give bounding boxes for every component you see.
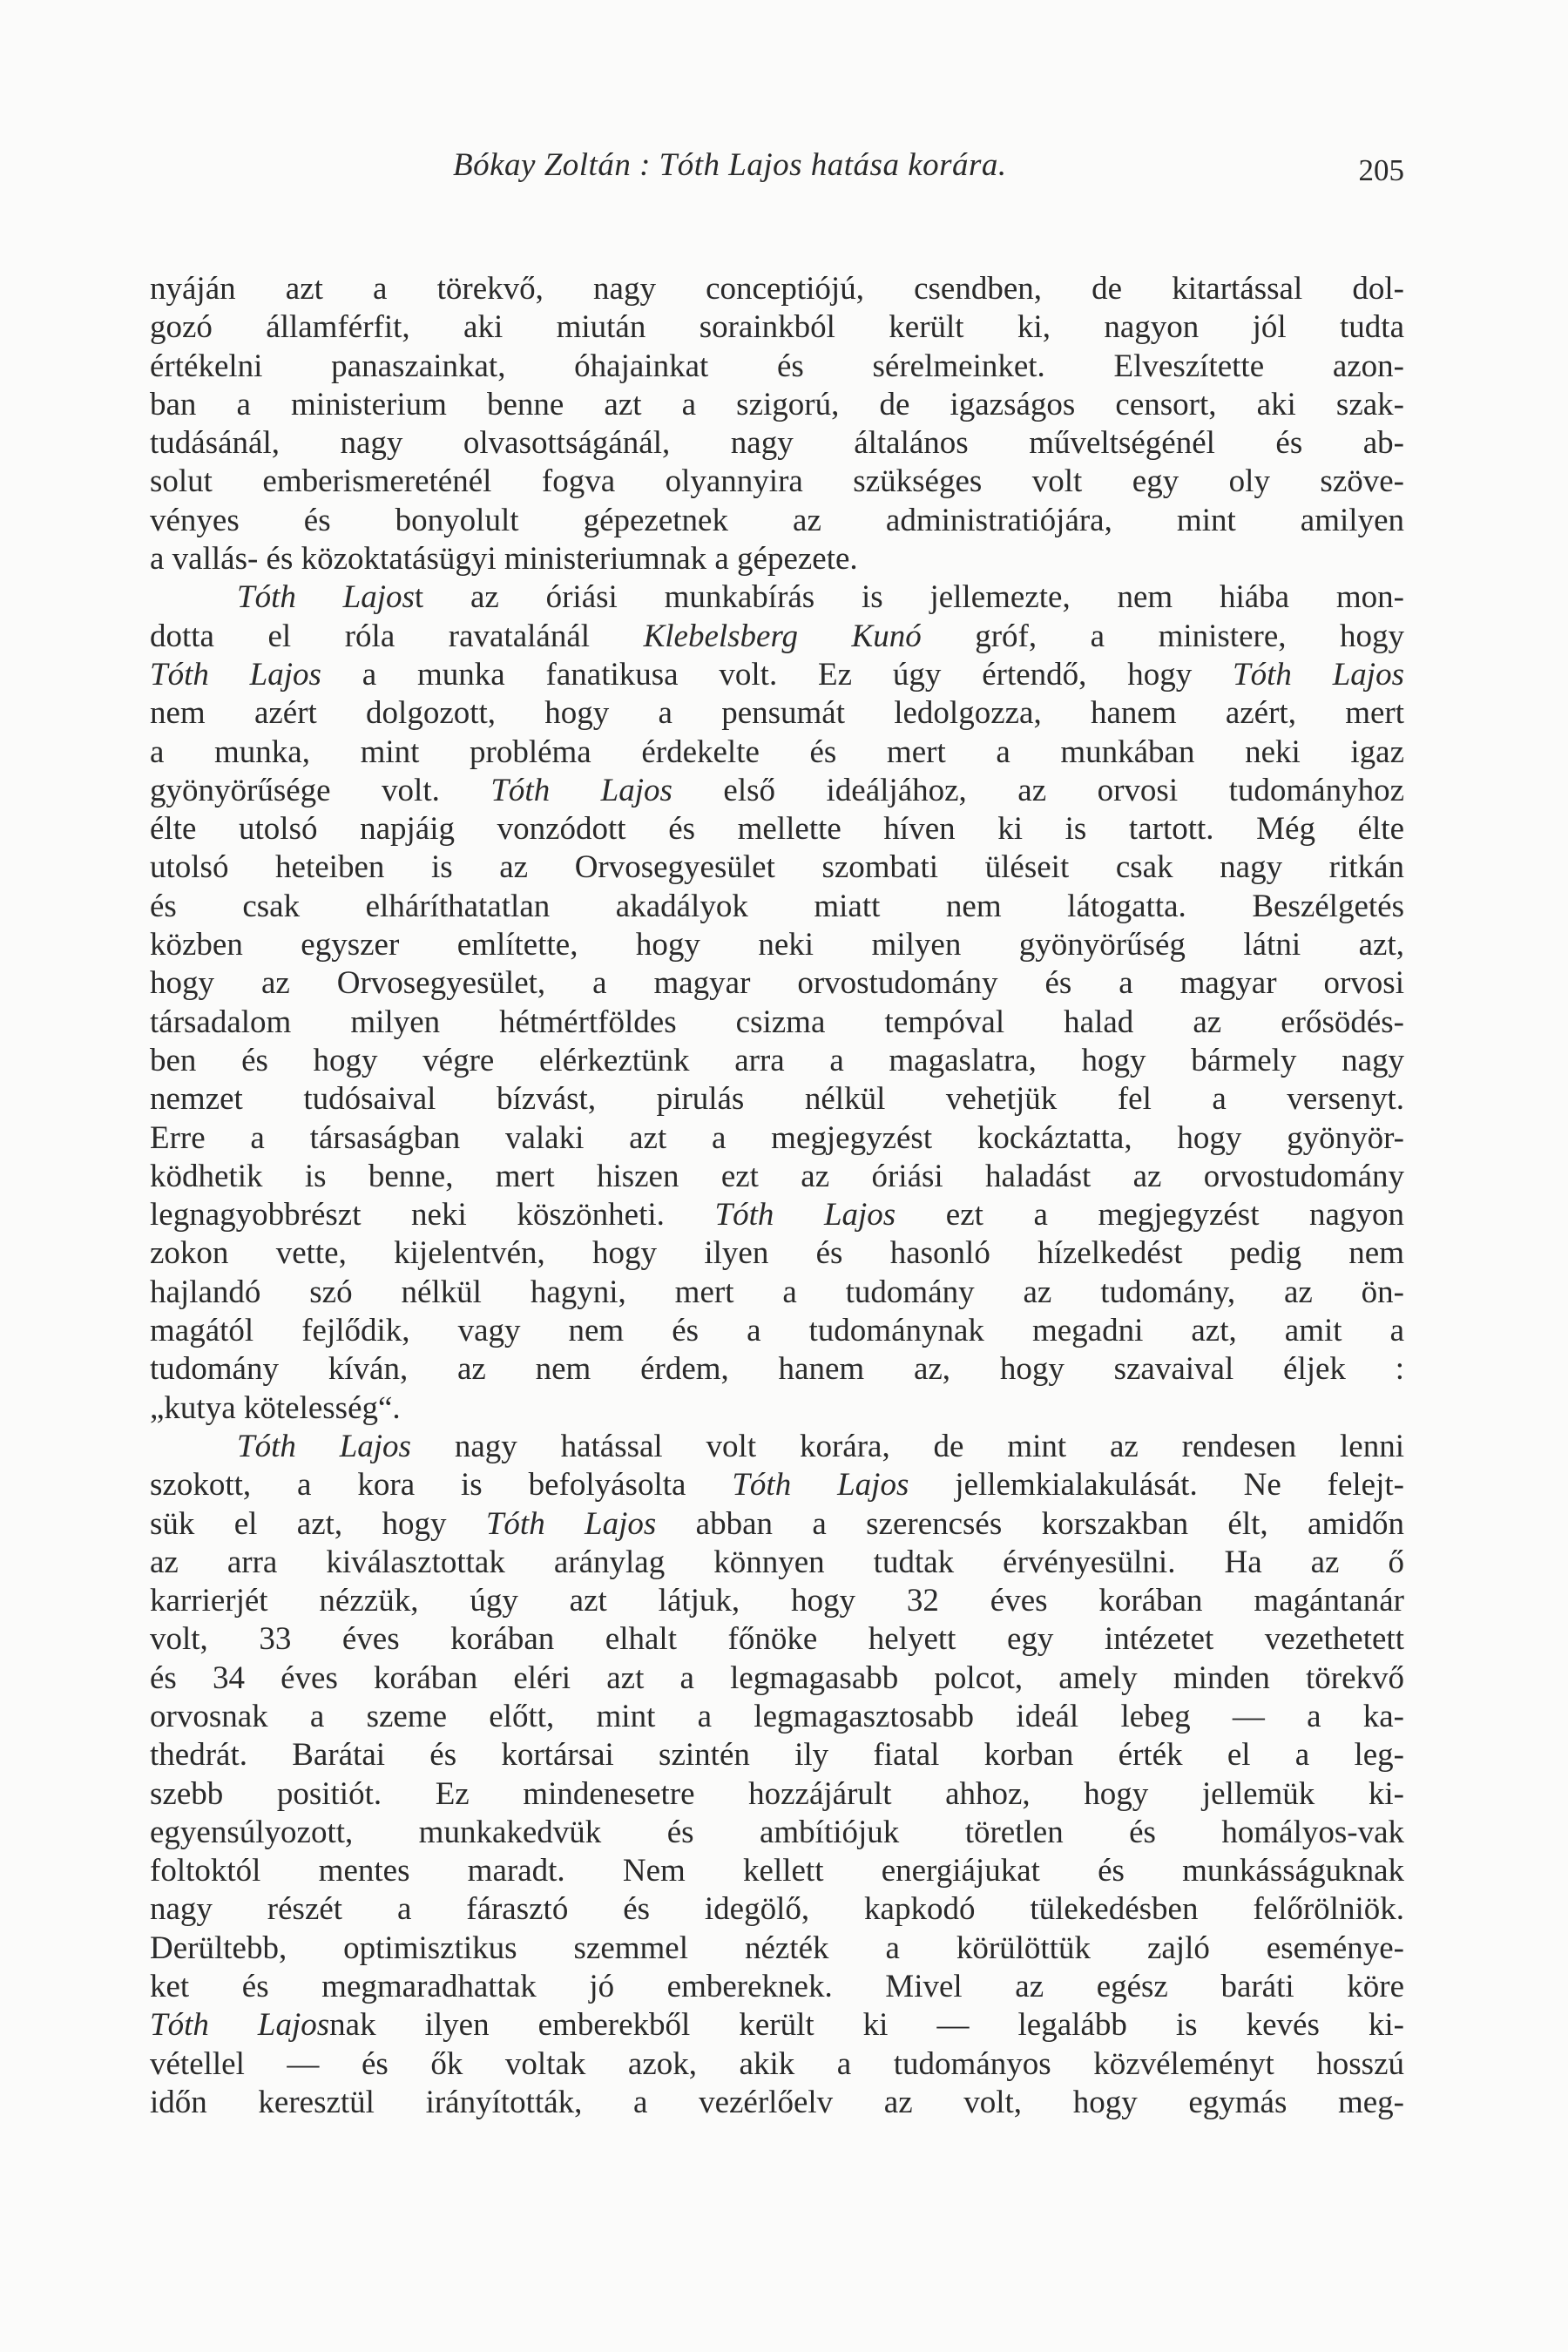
text-segment: tudásánál, nagy olvasottságánál, nagy általános műveltségénél és ab- (150, 425, 1404, 462)
text-segment: szebb positiót. Ez mindenesetre hozzájárult ahhoz, hogy jellemük ki- (150, 1775, 1404, 1812)
text-segment: gozó államférfit, aki miután sorainkból került ki, nagyon jól tudta (150, 309, 1404, 346)
text-segment: szokott, a kora is befolyásolta (150, 1467, 733, 1504)
text-segment: utolsó heteiben is az Orvosegyesület szombati üléseit csak nagy ritkán (150, 849, 1404, 886)
text-segment: első ideáljához, az orvosi tudományhoz (672, 772, 1404, 808)
text-segment: nem azért dolgozott, hogy a pensumát ledolgozza, hanem azért, mert (150, 695, 1404, 732)
italic-name: Tóth Lajos (237, 579, 415, 616)
text-segment: „kutya kötelesség“. (150, 1389, 401, 1426)
text-line (150, 463, 1404, 501)
text-segment: a munka, mint probléma érdekelte és mert a munkában neki igaz (150, 733, 1404, 770)
text-segment: orvosnak a szeme előtt, mint a legmagasztosabb ideál lebeg — a ka- (150, 1698, 1404, 1734)
text-line (150, 618, 1404, 656)
text-line (150, 1736, 1404, 1774)
text-segment: gróf, a ministere, hogy (921, 618, 1405, 654)
text-segment: Derültebb, optimisztikus szemmel nézték a körülöttük zajló eseménye- (150, 1930, 1404, 1966)
text-segment: hajlandó szó nélkül hagyni, mert a tudomány az tudomány, az ön- (150, 1274, 1404, 1310)
text-line (150, 694, 1404, 733)
text-line (150, 733, 1404, 772)
text-line (150, 1698, 1404, 1736)
text-line (150, 1234, 1404, 1273)
text-line (150, 1775, 1404, 1814)
page-header (150, 146, 1404, 199)
text-line (150, 1158, 1404, 1196)
text-segment: dotta el róla ravatalánál (150, 618, 644, 654)
text-segment: ezt a megjegyzést nagyon (896, 1197, 1404, 1233)
text-line (150, 578, 1404, 617)
text-line (150, 926, 1404, 964)
text-segment: legnagyobbrészt neki köszönheti. (150, 1197, 715, 1233)
text-segment: időn keresztül irányították, a vezérlőelv az volt, hogy egymás meg- (150, 2084, 1404, 2120)
text-line (150, 502, 1404, 540)
text-line (150, 1042, 1404, 1080)
text-segment: nemzet tudósaival bízvást, pirulás nélkül vehetjük fel a versenyt. (150, 1081, 1404, 1118)
text-line (150, 1890, 1404, 1929)
italic-name: Tóth Lajos (150, 656, 321, 693)
italic-name: Tóth Lajos (485, 1505, 657, 1542)
text-line (150, 1428, 1404, 1466)
text-segment: abban a szerencsés korszakban élt, amidőn (656, 1505, 1404, 1542)
text-segment: gyönyörűsége volt. (150, 772, 491, 808)
text-segment: értékelni panaszainkat, óhajainkat és sérelmeinket. Elveszítette azon- (150, 348, 1404, 384)
text-segment: jellemkialakulását. Ne felejt- (909, 1467, 1404, 1504)
text-line (150, 964, 1404, 1003)
text-segment: ben és hogy végre elérkeztünk arra a magaslatra, hogy bármely nagy (150, 1042, 1404, 1078)
text-line (150, 1274, 1404, 1312)
text-segment: és 34 éves korában eléri azt a legmagasabb polcot, amely minden törekvő (150, 1659, 1404, 1696)
text-segment: hogy az Orvosegyesület, a magyar orvostudomány és a magyar orvosi (150, 965, 1404, 1002)
text-line (150, 1814, 1404, 1852)
text-line (150, 540, 1404, 578)
text-segment: magától fejlődik, vagy nem és a tudománynak megadni azt, amit a (150, 1313, 1404, 1349)
text-line (150, 386, 1404, 424)
text-line (150, 1659, 1404, 1698)
text-line (150, 348, 1404, 386)
text-line (150, 656, 1404, 694)
text-segment: élte utolsó napjáig vonzódott és mellette híven ki is tartott. Még élte (150, 811, 1404, 848)
italic-name: Tóth Lajos (150, 2007, 330, 2044)
text-line (150, 1196, 1404, 1234)
text-segment: vényes és bonyolult gépezetnek az administratiójára, mint amilyen (150, 502, 1404, 538)
text-line (150, 2006, 1404, 2044)
text-line (150, 1466, 1404, 1504)
text-segment: társadalom milyen hétmértföldes csizma tempóval halad az erősödés- (150, 1004, 1404, 1040)
italic-name: Tóth Lajos (732, 1467, 909, 1504)
text-segment: foltoktól mentes maradt. Nem kellett energiájukat és munkásságuknak (150, 1853, 1404, 1889)
text-segment: nyáján azt a törekvő, nagy conceptiójú, csendben, de kitartással dol- (150, 271, 1404, 307)
text-segment: a vallás- és közoktatásügyi ministeriumnak a gépezete. (150, 541, 858, 578)
text-line (150, 1968, 1404, 2006)
text-line (150, 1620, 1404, 1659)
text-segment: nak ilyen emberekből került ki — legalább is kevés ki- (329, 2007, 1404, 2044)
italic-name: Tóth Lajos (490, 772, 672, 808)
italic-name: Tóth Lajos (237, 1428, 411, 1464)
page-number: 205 (1358, 153, 1404, 187)
text-line (150, 2045, 1404, 2084)
text-line (150, 1582, 1404, 1620)
text-segment: ket és megmaradhattak jó embereknek. Mivel az egész baráti köre (150, 1969, 1404, 2005)
text-line (150, 1312, 1404, 1350)
italic-name: Tóth Lajos (714, 1197, 896, 1233)
text-segment: az arra kiválasztottak aránylag könnyen tudtak érvényesülni. Ha az ő (150, 1544, 1404, 1580)
text-segment: thedrát. Barátai és kortársai szintén ily fiatal korban érték el a leg- (150, 1737, 1404, 1774)
text-segment: ban a ministerium benne azt a szigorú, de igazságos censort, aki szak- (150, 386, 1404, 422)
text-line (150, 1004, 1404, 1042)
text-line (150, 772, 1404, 810)
text-segment: vétellel — és ők voltak azok, akik a tudományos közvéleményt hosszú (150, 2045, 1404, 2082)
text-segment: karrierjét nézzük, úgy azt látjuk, hogy 32 éves korában magántanár (150, 1583, 1404, 1619)
text-segment: sük el azt, hogy (150, 1505, 486, 1542)
text-line (150, 424, 1404, 463)
body-text (150, 270, 1404, 2122)
text-line (150, 1350, 1404, 1389)
running-title: Bókay Zoltán : Tóth Lajos hatása korára. (453, 147, 1007, 183)
italic-name: Klebelsberg Kunó (643, 618, 922, 654)
text-line (150, 1544, 1404, 1582)
text-segment: zokon vette, kijelentvén, hogy ilyen és hasonló hízelkedést pedig nem (150, 1235, 1404, 1272)
text-line (150, 848, 1404, 887)
text-line (150, 810, 1404, 848)
text-line (150, 2084, 1404, 2122)
text-segment: ködhetik is benne, mert hiszen ezt az óriási haladást az orvostudomány (150, 1158, 1404, 1194)
text-segment: közben egyszer említette, hogy neki milyen gyönyörűség látni azt, (150, 927, 1404, 963)
text-segment: és csak elháríthatatlan akadályok miatt nem látogatta. Beszélgetés (150, 888, 1404, 924)
text-segment: t az óriási munkabírás is jellemezte, nem hiába mon- (414, 579, 1404, 616)
text-segment: egyensúlyozott, munkakedvük és ambítiójuk töretlen és homályos-vak (150, 1814, 1404, 1850)
text-segment: nagy részét a fárasztó és idegölő, kapkodó tülekedésben felőrölniök. (150, 1891, 1404, 1928)
text-segment: Erre a társaságban valaki azt a megjegyzést kockáztatta, hogy gyönyör- (150, 1119, 1404, 1156)
text-line (150, 308, 1404, 347)
text-line (150, 270, 1404, 308)
text-line (150, 1389, 1404, 1428)
text-line (150, 1505, 1404, 1544)
text-segment: volt, 33 éves korában elhalt főnöke helyett egy intézetet vezethetett (150, 1621, 1404, 1658)
text-segment: solut emberismereténél fogva olyannyira szükséges volt egy oly szöve- (150, 463, 1404, 500)
text-line (150, 1119, 1404, 1158)
text-line (150, 1852, 1404, 1890)
text-line (150, 888, 1404, 926)
italic-name: Tóth Lajos (1233, 656, 1404, 693)
text-segment: tudomány kíván, az nem érdem, hanem az, hogy szavaival éljek : (150, 1351, 1404, 1388)
text-segment: nagy hatással volt korára, de mint az rendesen lenni (410, 1428, 1404, 1464)
text-segment: a munka fanatikusa volt. Ez úgy értendő, hogy (321, 656, 1233, 693)
text-line (150, 1930, 1404, 1968)
text-line (150, 1080, 1404, 1119)
